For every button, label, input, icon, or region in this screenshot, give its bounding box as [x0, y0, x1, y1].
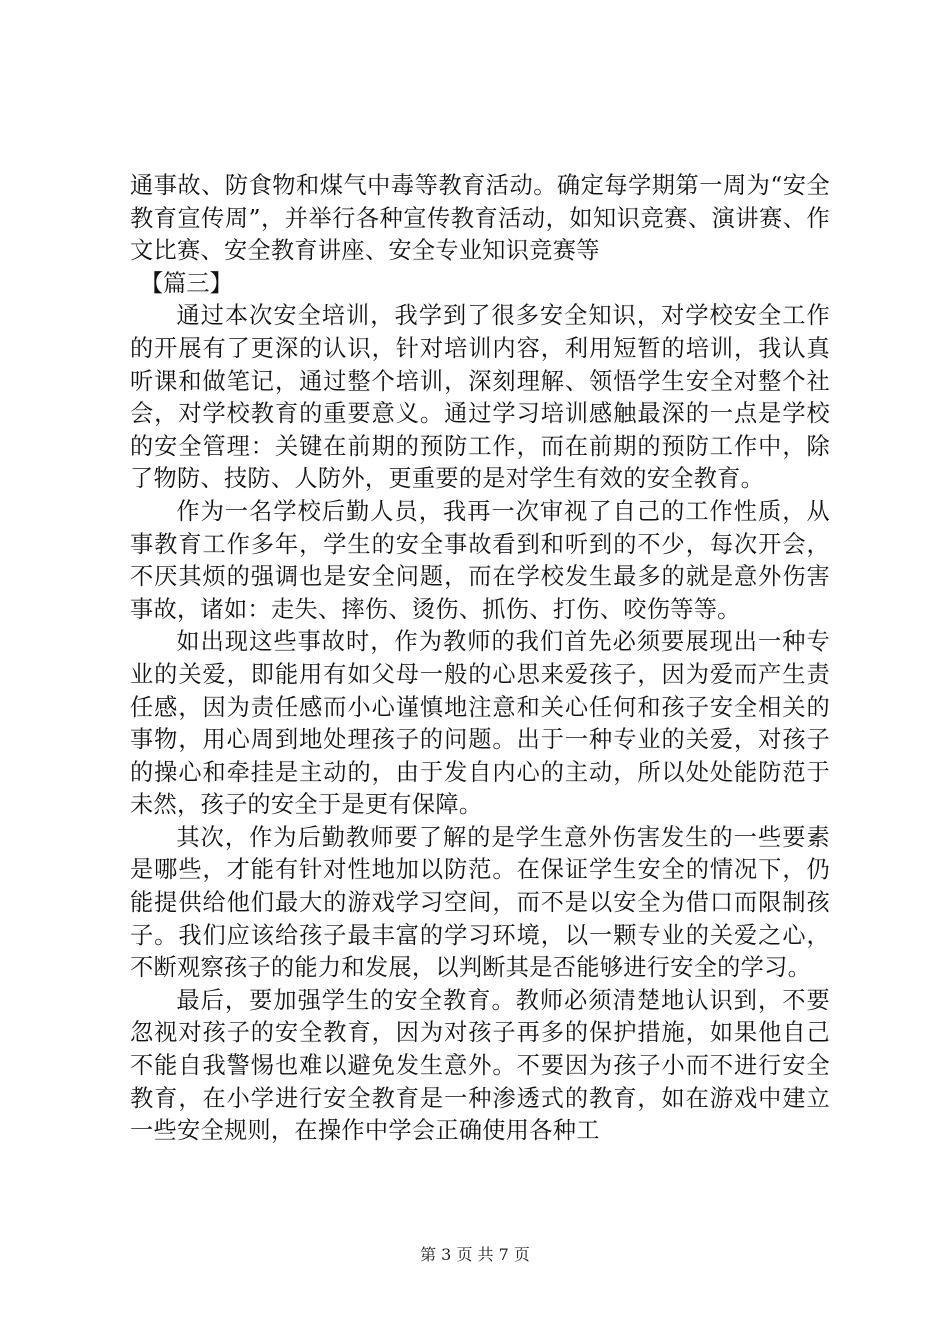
paragraph: 作为一名学校后勤人员，我再一次审视了自己的工作性质，从事教育工作多年，学生的安全事故看到和听到的不少，每次开会，不厌其烦的强调也是安全问题，而在学校发生最多的就是意外伤害事故，诸如：走失、摔伤、烫伤、抓伤、打伤、咬伤等等。: [130, 497, 830, 623]
paragraph: 最后，要加强学生的安全教育。教师必须清楚地认识到，不要忽视对孩子的安全教育，因为对孩子再多的保护措施，如果他自己不能自我警惕也难以避免发生意外。不要因为孩子小而不进行安全教育，在小学进行安全教育是一种渗透式的教育，如在游戏中建立一些安全规则，在操作中学会正确使用各种工: [130, 986, 830, 1145]
section-heading: 【篇三】: [140, 269, 233, 297]
page-footer: 第 3 页 共 7 页: [420, 1245, 530, 1264]
paragraph: 如出现这些事故时，作为教师的我们首先必须要展现出一种专业的关爱，即能用有如父母一般的心思来爱孩子，因为爱而产生责任感，因为责任感而小心谨慎地注意和关心任何和孩子安全相关的事物，用心周到地处理孩子的问题。出于一种专业的关爱，对孩子的操心和牵挂是主动的，由于发自内心的主动，所以处处能防范于未然，孩子的安全于是更有保障。: [130, 628, 830, 819]
paragraph: 通过本次安全培训，我学到了很多安全知识，对学校安全工作的开展有了更深的认识，针对培训内容，利用短暂的培训，我认真听课和做笔记，通过整个培训，深刻理解、领悟学生安全对整个社会，对学校教育的重要意义。通过学习培训感触最深的一点是学校的安全管理：关键在前期的预防工作，而在前期的预防工作中，除了物防、技防、人防外，更重要的是对学生有效的安全教育。: [130, 302, 830, 493]
document-body: [130, 170, 830, 1148]
paragraph-continuation: 通事故、防食物和煤气中毒等教育活动。确定每学期第一周为“安全教育宣传周”，并举行各种宣传教育活动，如知识竞赛、演讲赛、作文比赛、安全教育讲座、安全专业知识竞赛等: [130, 172, 830, 265]
paragraph: 其次，作为后勤教师要了解的是学生意外伤害发生的一些要素是哪些，才能有针对性地加以防范。在保证学生安全的情况下，仍能提供给他们最大的游戏学习空间，而不是以安全为借口而限制孩子。我们应该给孩子最丰富的学习环境，以一颗专业的关爱之心，不断观察孩子的能力和发展，以判断其是否能够进行安全的学习。: [130, 823, 830, 982]
